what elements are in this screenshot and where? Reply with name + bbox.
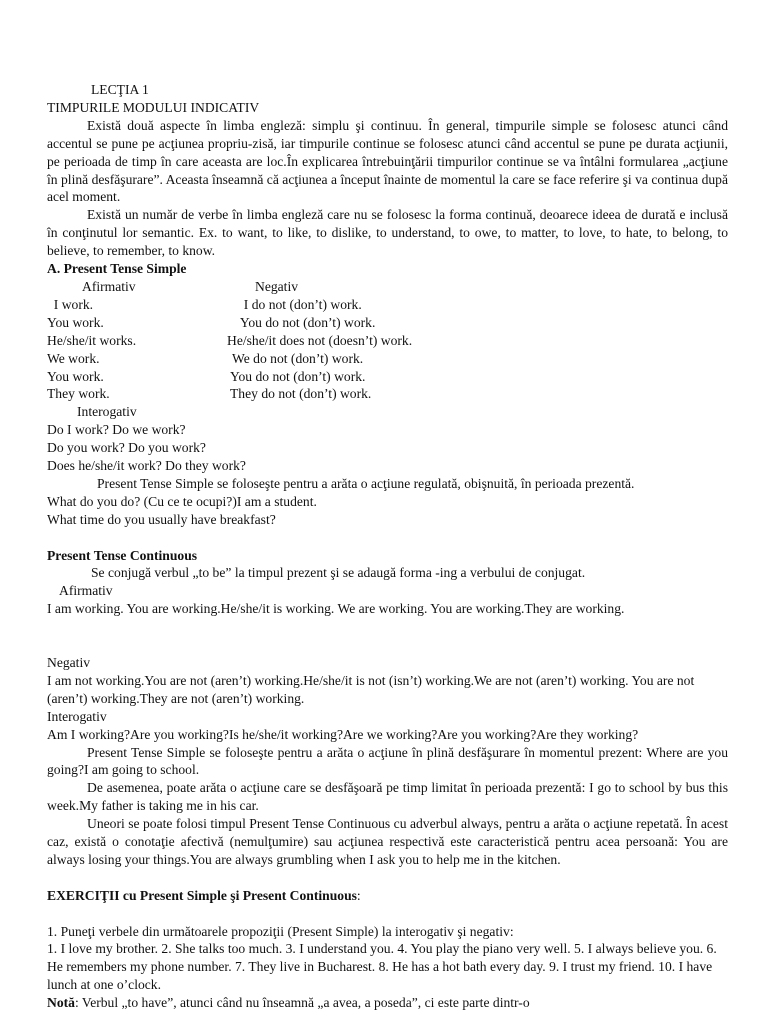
- intro-paragraph-2: Există un număr de verbe în limba engleză care nu se folosesc la forma continuă, deoarece ideea de durată e inclusă în conţinutul lor semantic. Ex. to want, to like, to dislike, to understand, to owe, to matter, to love, to hate, to belong, to believe, to remember, to know.: [47, 207, 728, 259]
- note-label: Notă: [47, 995, 75, 1011]
- conjugation-row: [47, 332, 728, 350]
- negative-form: They do not (don’t) work.: [230, 386, 372, 402]
- afirmativ-forms: I am working. You are working.He/she/it is working. We are working. You are working.They are working.: [47, 601, 625, 617]
- exercises-heading-colon: :: [356, 887, 361, 903]
- exercises-heading: [47, 887, 728, 905]
- affirmative-form: He/she/it works.: [47, 332, 137, 348]
- negativ-forms: I am not working.You are not (aren’t) working.He/she/it is not (isn’t) working.We are not (aren’t) working. You are not (aren’t) working.They are not (aren’t) working.: [47, 672, 695, 706]
- negative-form: We do not (don’t) work.: [232, 350, 364, 366]
- present-continuous-heading: Present Tense Continuous: [47, 547, 198, 563]
- note-line: [47, 994, 728, 1012]
- interogativ-label: Interogativ: [77, 404, 137, 420]
- afirmativ-label: Afirmativ: [82, 278, 136, 294]
- conjugation-row: [47, 368, 728, 386]
- exercise-1-items: 1. I love my brother. 2. She talks too much. 3. I understand you. 4. You play the piano very well. 5. I always believe you. 6. He remembers my phone number. 7. They live in Bucharest. 8. He has a hot bath every day. 9. I trust my friend. 10. I have lunch at one o’clock.: [47, 941, 717, 993]
- negative-form: You do not (don’t) work.: [237, 314, 376, 330]
- spacer: [47, 618, 728, 654]
- present-continuous-usage-2: De asemenea, poate arăta o acţiune care se desfăşoară pe timp limitat în perioada prezentă: I go to school by bus this week.My father is taking me in his car.: [47, 780, 728, 814]
- note-text: : Verbul „to have”, atunci când nu înseamnă „a avea, a poseda”, ci este parte dintr-o: [74, 995, 530, 1011]
- afirmativ-label: Afirmativ: [59, 583, 113, 599]
- question-line: Do I work? Do we work?: [47, 422, 186, 438]
- negativ-label: Negativ: [255, 278, 299, 294]
- lesson-title: LECŢIA 1: [91, 82, 149, 97]
- conjugation-row: [47, 296, 728, 314]
- spacer: [47, 529, 728, 547]
- intro-paragraph-1: Există două aspecte în limba engleză: simplu şi continuu. În general, timpurile simple se folosesc atunci când accentul se pune pe acţiunea propriu-zisă, iar timpurile continue se folosesc atunci când accentul se pune pe durata acţiunii, pe perioada de timp în care aceasta are loc.În explicarea întrebuinţării timpurilor continue se va întâlni formularea „acţiune în plină desfăşurare”. Aceasta înseamnă că acţiunea a început înainte de momentul la care se face referire şi va continua după acel moment.: [47, 117, 728, 205]
- affirmative-form: We work.: [47, 350, 100, 366]
- conjugation-table: [47, 296, 728, 403]
- conjugation-row: [47, 314, 728, 332]
- conjugation-row: [47, 350, 728, 368]
- question-line: Do you work? Do you work?: [47, 440, 206, 456]
- section-title: TIMPURILE MODULUI INDICATIV: [47, 99, 260, 115]
- affirmative-form: I work.: [47, 296, 94, 312]
- spacer: [47, 905, 728, 923]
- negative-form: You do not (don’t) work.: [230, 368, 366, 384]
- example-line: What time do you usually have breakfast?: [47, 511, 276, 527]
- question-line: Does he/she/it work? Do they work?: [47, 458, 246, 474]
- negative-form: I do not (don’t) work.: [237, 296, 362, 312]
- affirmative-form: You work.: [47, 368, 104, 384]
- conjugation-labels-row: [47, 278, 728, 296]
- present-continuous-usage-3: Uneori se poate folosi timpul Present Tense Continuous cu adverbul always, pentru a arăta o acţiune repetată. În acest caz, există o conotaţie afectivă (nemulţumire) sau acţiunea respectivă este caracteristică pentru acea persoană: You are always losing your things.You are always grumbling when I ask you to help me in the kitchen.: [47, 816, 728, 867]
- negativ-label: Negativ: [47, 654, 91, 670]
- present-continuous-formation: Se conjugă verbul „to be” la timpul prezent şi se adaugă forma -ing a verbului de conjugat.: [91, 565, 586, 581]
- example-line: What do you do? (Cu ce te ocupi?)I am a student.: [47, 493, 317, 509]
- present-simple-usage: Present Tense Simple se foloseşte pentru a arăta o acţiune regulată, obişnuită, în perioada prezentă.: [97, 475, 635, 491]
- negative-form: He/she/it does not (doesn’t) work.: [227, 332, 413, 348]
- affirmative-form: You work.: [47, 314, 104, 330]
- exercise-1-instruction: 1. Puneţi verbele din următoarele propoziţii (Present Simple) la interogativ şi negativ:: [47, 923, 514, 939]
- interogativ-label: Interogativ: [47, 708, 107, 724]
- affirmative-form: They work.: [47, 386, 110, 402]
- conjugation-row: [47, 385, 728, 403]
- exercises-heading-text: EXERCIŢII cu Present Simple şi Present Continuous: [47, 887, 357, 903]
- present-continuous-usage-1: Present Tense Simple se foloseşte pentru a arăta o acţiune în plină desfăşurare în momentul prezent: Where are you going?I am going to school.: [47, 744, 728, 778]
- spacer: [47, 869, 728, 887]
- present-simple-heading: A. Present Tense Simple: [47, 261, 187, 277]
- interogativ-forms: Am I working?Are you working?Is he/she/it working?Are we working?Are you working?Are they working?: [47, 726, 639, 742]
